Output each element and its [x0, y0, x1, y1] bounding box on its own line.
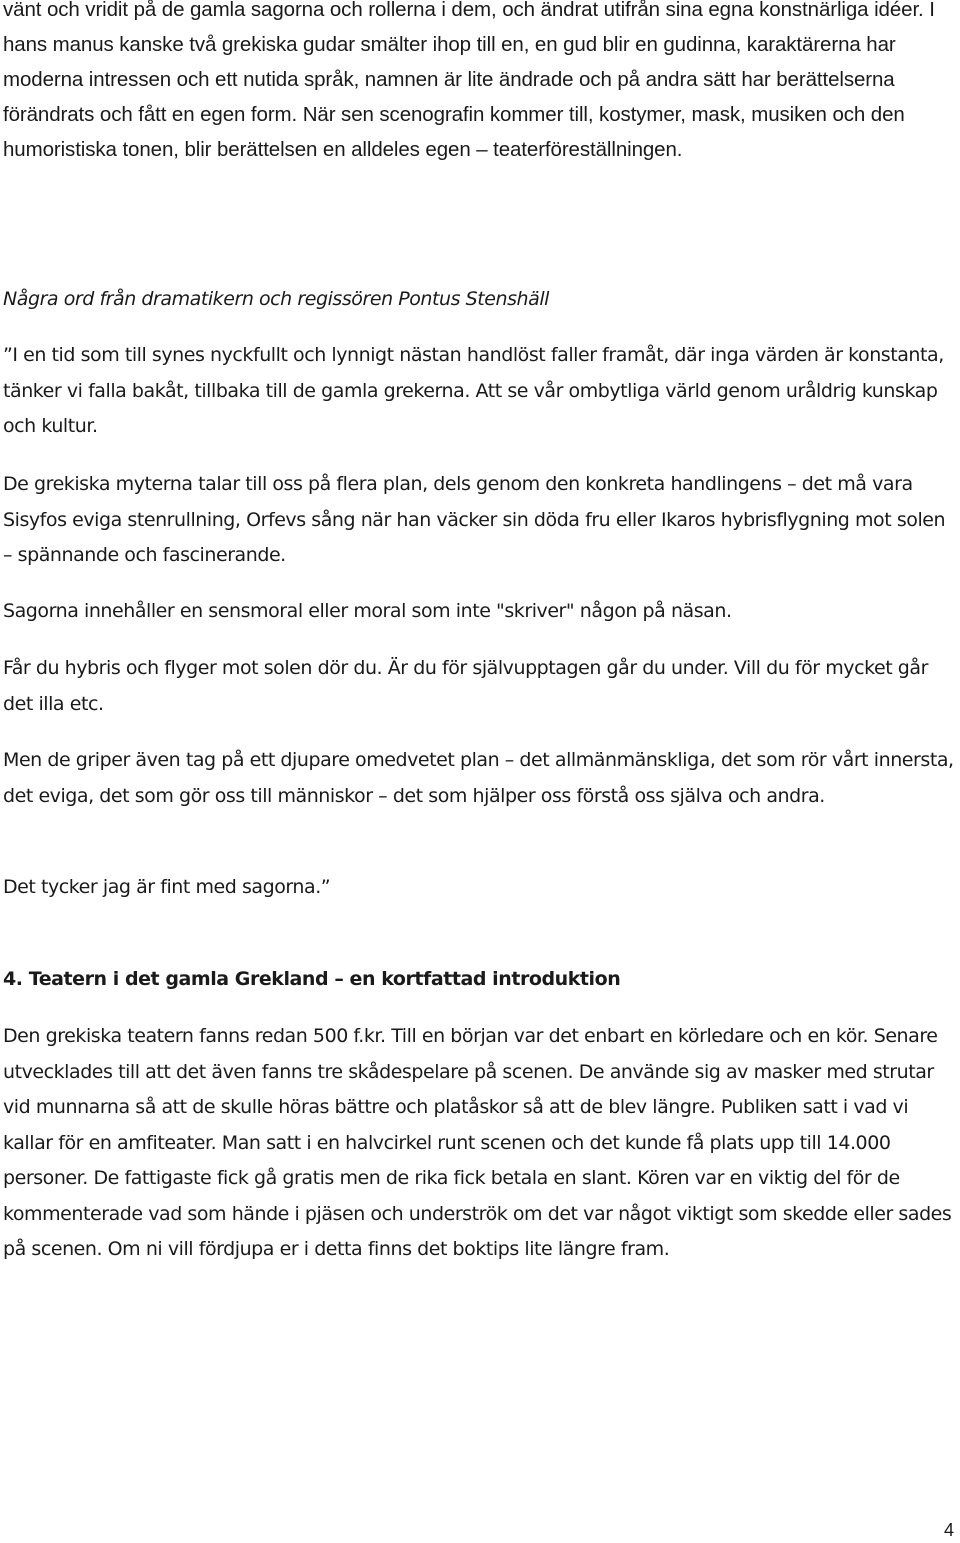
director-quote-paragraph-2: De grekiska myterna talar till oss på flera plan, dels genom den konkreta handlingens – det må vara Sisyfos eviga stenrullning, Orfevs sång när han väcker sin döda fru eller Ikaros hybrisflygning mot solen – spännande och fascinerande.: [3, 473, 946, 566]
intro-paragraph: vänt och vridit på de gamla sagorna och rollerna i dem, och ändrat utifrån sina egna konstnärliga idéer. I hans manus kanske två grekiska gudar smälter ihop till en, en gud blir en gudinna, karaktärerna har moderna intressen och ett nutida språk, namnen är lite ändrade och på andra sätt har berättelserna förändrats och fått en egen form. När sen scenografin kommer till, kostymer, mask, musiken och den humoristiska tonen, blir berättelsen en alldeles egen – teaterföreställningen.: [3, 0, 935, 161]
director-quote-paragraph-1: ”I en tid som till synes nyckfullt och lynnigt nästan handlöst faller framåt, där inga värden är konstanta, tänker vi falla bakåt, tillbaka till de gamla grekerna. Att se vår ombytliga värld genom uråldrig kunskap och kultur.: [3, 344, 944, 437]
section-4-paragraph: Den grekiska teatern fanns redan 500 f.kr. Till en början var det enbart en körledare och en kör. Senare utvecklades till att det även fanns tre skådespelare på scenen. De använde sig av masker med strutar vid munnarna så att de skulle höras bättre och platåskor så att de blev längre. Publiken satt i vad vi kallar för en amfiteater. Man satt i en halvcirkel runt scenen och det kunde få plats upp till 14.000 personer. De fattigaste fick gå gratis men de rika fick betala en slant. Kören var en viktig del för de kommenterade vad som hände i pjäsen och underströk om det var något viktigt som skedde eller sades på scenen. Om ni vill fördjupa er i detta finns det boktips lite längre fram.: [3, 1025, 952, 1260]
director-heading: Några ord från dramatikern och regissören Pontus Stenshäll: [3, 288, 549, 310]
section-4-heading: 4. Teatern i det gamla Grekland – en kortfattad introduktion: [3, 968, 621, 990]
director-quote-paragraph-6: Det tycker jag är fint med sagorna.”: [3, 876, 331, 898]
director-quote-paragraph-5: Men de griper även tag på ett djupare omedvetet plan – det allmänmänskliga, det som rör vårt innersta, det eviga, det som gör oss till människor – det som hjälper oss förstå oss själva och andra.: [3, 749, 954, 807]
director-quote-paragraph-3: Sagorna innehåller en sensmoral eller moral som inte "skriver" någon på näsan.: [3, 600, 732, 622]
director-quote-paragraph-4: Får du hybris och flyger mot solen dör du. Är du för självupptagen går du under. Vill du för mycket går det illa etc.: [3, 657, 928, 715]
page-number: 4: [943, 1520, 954, 1540]
